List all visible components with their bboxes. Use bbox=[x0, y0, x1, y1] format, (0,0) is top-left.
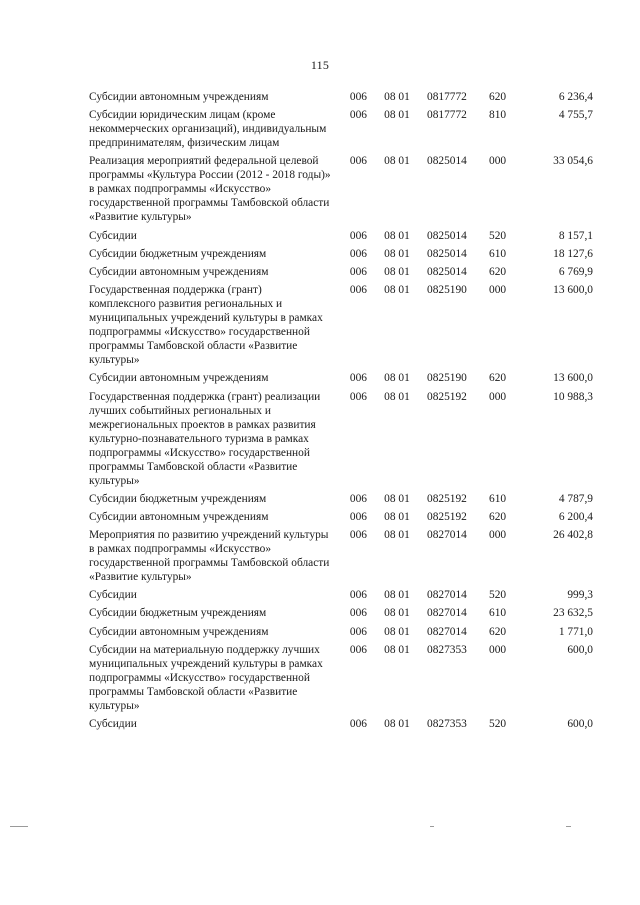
row-expense-type-code: 000 bbox=[489, 284, 507, 297]
table-row bbox=[89, 643, 593, 717]
row-expense-type-code: 000 bbox=[489, 529, 507, 542]
row-expense-type-code: 520 bbox=[489, 589, 507, 602]
row-ministry-code: 006 bbox=[349, 265, 367, 278]
row-sum: 6 769,9 bbox=[558, 265, 593, 278]
row-target-item-code: 0827014 bbox=[427, 625, 467, 638]
row-expense-type-code: 810 bbox=[489, 109, 507, 122]
row-section-code: 08 01 bbox=[384, 155, 410, 168]
row-target-item-code: 0825192 bbox=[427, 510, 467, 523]
scan-artifact bbox=[10, 826, 28, 827]
table-row bbox=[89, 90, 593, 108]
row-section-code: 08 01 bbox=[384, 510, 410, 523]
row-ministry-code: 006 bbox=[349, 372, 367, 385]
row-section-code: 08 01 bbox=[384, 718, 410, 730]
row-name: Субсидии автономным учреждениям bbox=[89, 510, 269, 523]
table-row bbox=[89, 371, 593, 389]
table-row bbox=[89, 108, 593, 154]
row-name: Субсидии bbox=[89, 718, 137, 730]
row-section-code: 08 01 bbox=[384, 390, 410, 403]
row-section-code: 08 01 bbox=[384, 607, 410, 620]
row-target-item-code: 0825014 bbox=[427, 247, 467, 260]
row-section-code: 08 01 bbox=[384, 109, 410, 122]
row-name: Государственная поддержка (грант) комплексного развития региональных и муниципальных учреждений культуры в рамках подпрограммы «Искусство» государственной программы Тамбовской области «Развитие культуры» bbox=[89, 284, 323, 367]
row-ministry-code: 006 bbox=[349, 529, 367, 542]
row-target-item-code: 0825014 bbox=[427, 229, 467, 242]
row-section-code: 08 01 bbox=[384, 529, 410, 542]
table-row bbox=[89, 717, 593, 735]
row-name: Субсидии бюджетным учреждениям bbox=[89, 607, 267, 620]
row-target-item-code: 0827014 bbox=[427, 607, 467, 620]
row-section-code: 08 01 bbox=[384, 229, 410, 242]
row-sum: 13 600,0 bbox=[553, 372, 593, 385]
row-name: Субсидии на материальную поддержку лучших муниципальных учреждений культуры в рамках подпрограммы «Искусство» государственной программы Тамбовской области «Развитие культуры» bbox=[89, 643, 323, 712]
row-sum: 1 771,0 bbox=[558, 625, 593, 638]
row-ministry-code: 006 bbox=[349, 625, 367, 638]
table-row bbox=[89, 283, 593, 371]
row-ministry-code: 006 bbox=[349, 155, 367, 168]
row-sum: 23 632,5 bbox=[553, 607, 593, 620]
row-expense-type-code: 620 bbox=[489, 510, 507, 523]
row-name: Субсидии автономным учреждениям bbox=[89, 265, 269, 278]
row-target-item-code: 0825192 bbox=[427, 492, 467, 505]
row-ministry-code: 006 bbox=[349, 91, 367, 103]
row-sum: 999,3 bbox=[567, 589, 593, 602]
row-name: Мероприятия по развитию учреждений культуры в рамках подпрограммы «Искусство» государственной программы Тамбовской области «Развитие культуры» bbox=[89, 529, 330, 584]
row-target-item-code: 0817772 bbox=[427, 91, 467, 103]
row-sum: 26 402,8 bbox=[553, 529, 593, 542]
row-ministry-code: 006 bbox=[349, 229, 367, 242]
table-row bbox=[89, 154, 593, 228]
row-section-code: 08 01 bbox=[384, 284, 410, 297]
page-number: 115 bbox=[310, 58, 330, 72]
row-expense-type-code: 520 bbox=[489, 229, 507, 242]
row-name: Государственная поддержка (грант) реализации лучших событийных региональных и межрегиональных проектов в рамках развития культурно-познавательного туризма в рамках подпрограммы «Искусство» государственной программы Тамбовской области «Развитие культуры» bbox=[89, 390, 321, 487]
table-row bbox=[89, 510, 593, 528]
row-expense-type-code: 000 bbox=[489, 643, 507, 656]
row-section-code: 08 01 bbox=[384, 247, 410, 260]
row-expense-type-code: 000 bbox=[489, 390, 507, 403]
row-sum: 6 200,4 bbox=[558, 510, 593, 523]
row-ministry-code: 006 bbox=[349, 643, 367, 656]
row-name: Реализация мероприятий федеральной целевой программы «Культура России (2012 - 2018 годы)» в рамках подпрограммы «Искусство» государственной программы Тамбовской области «Развитие культуры» bbox=[89, 155, 331, 224]
row-expense-type-code: 000 bbox=[489, 155, 507, 168]
row-target-item-code: 0825190 bbox=[427, 284, 467, 297]
row-name: Субсидии бюджетным учреждениям bbox=[89, 492, 267, 505]
row-target-item-code: 0825014 bbox=[427, 265, 467, 278]
row-expense-type-code: 620 bbox=[489, 372, 507, 385]
row-expense-type-code: 620 bbox=[489, 265, 507, 278]
row-section-code: 08 01 bbox=[384, 372, 410, 385]
row-expense-type-code: 620 bbox=[489, 91, 507, 103]
row-target-item-code: 0825190 bbox=[427, 372, 467, 385]
row-section-code: 08 01 bbox=[384, 265, 410, 278]
row-expense-type-code: 610 bbox=[489, 492, 507, 505]
row-target-item-code: 0827014 bbox=[427, 529, 467, 542]
row-ministry-code: 006 bbox=[349, 607, 367, 620]
row-ministry-code: 006 bbox=[349, 510, 367, 523]
row-name: Субсидии bbox=[89, 589, 137, 602]
table-row bbox=[89, 528, 593, 588]
table-row bbox=[89, 606, 593, 624]
row-sum: 6 236,4 bbox=[558, 91, 593, 103]
row-ministry-code: 006 bbox=[349, 718, 367, 730]
row-expense-type-code: 610 bbox=[489, 247, 507, 260]
row-sum: 4 755,7 bbox=[558, 109, 593, 122]
row-name: Субсидии автономным учреждениям bbox=[89, 625, 269, 638]
row-ministry-code: 006 bbox=[349, 247, 367, 260]
row-expense-type-code: 520 bbox=[489, 718, 507, 730]
row-sum: 13 600,0 bbox=[553, 284, 593, 297]
row-target-item-code: 0817772 bbox=[427, 109, 467, 122]
row-ministry-code: 006 bbox=[349, 109, 367, 122]
row-section-code: 08 01 bbox=[384, 91, 410, 103]
table-row bbox=[89, 390, 593, 492]
row-sum: 600,0 bbox=[567, 718, 593, 730]
row-target-item-code: 0827014 bbox=[427, 589, 467, 602]
row-target-item-code: 0825192 bbox=[427, 390, 467, 403]
table-row bbox=[89, 625, 593, 643]
table-row bbox=[89, 265, 593, 283]
row-section-code: 08 01 bbox=[384, 643, 410, 656]
row-name: Субсидии автономным учреждениям bbox=[89, 372, 269, 385]
row-expense-type-code: 620 bbox=[489, 625, 507, 638]
scan-artifact bbox=[566, 826, 571, 827]
row-name: Субсидии bbox=[89, 229, 137, 242]
row-section-code: 08 01 bbox=[384, 589, 410, 602]
row-name: Субсидии юридическим лицам (кроме некоммерческих организаций), индивидуальным предпринимателям, физическим лицам bbox=[89, 109, 327, 150]
row-ministry-code: 006 bbox=[349, 589, 367, 602]
row-sum: 18 127,6 bbox=[553, 247, 593, 260]
row-ministry-code: 006 bbox=[349, 390, 367, 403]
row-sum: 8 157,1 bbox=[558, 229, 593, 242]
budget-table bbox=[89, 90, 593, 735]
row-target-item-code: 0827353 bbox=[427, 718, 467, 730]
table-row bbox=[89, 492, 593, 510]
scan-artifact bbox=[430, 826, 434, 827]
table-row bbox=[89, 247, 593, 265]
row-expense-type-code: 610 bbox=[489, 607, 507, 620]
row-target-item-code: 0827353 bbox=[427, 643, 467, 656]
row-sum: 10 988,3 bbox=[553, 390, 593, 403]
row-section-code: 08 01 bbox=[384, 625, 410, 638]
table-row bbox=[89, 229, 593, 247]
row-sum: 4 787,9 bbox=[558, 492, 593, 505]
table-row bbox=[89, 588, 593, 606]
row-name: Субсидии бюджетным учреждениям bbox=[89, 247, 267, 260]
row-ministry-code: 006 bbox=[349, 284, 367, 297]
row-section-code: 08 01 bbox=[384, 492, 410, 505]
row-name: Субсидии автономным учреждениям bbox=[89, 91, 269, 103]
row-target-item-code: 0825014 bbox=[427, 155, 467, 168]
row-sum: 600,0 bbox=[567, 643, 593, 656]
row-sum: 33 054,6 bbox=[553, 155, 593, 168]
row-ministry-code: 006 bbox=[349, 492, 367, 505]
